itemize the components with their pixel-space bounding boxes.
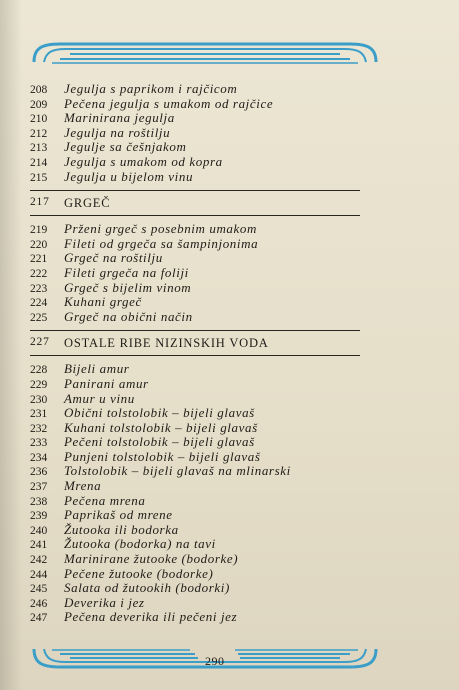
entry-title: Punjeni tolstolobik – bijeli glavaš	[64, 448, 261, 464]
list-item	[30, 508, 370, 523]
entry-number: 214	[30, 156, 48, 169]
entry-title: Grgeč na roštilju	[64, 250, 163, 266]
list-item	[30, 450, 370, 465]
entry-number: 231	[30, 408, 48, 421]
list-item	[30, 126, 370, 141]
list-item	[30, 295, 370, 310]
entry-number: 224	[30, 297, 48, 310]
entry-title: Tolstolobik – bijeli glavaš na mlinarski	[64, 463, 291, 479]
list-item	[30, 111, 370, 126]
list-item	[30, 377, 370, 392]
entry-number: 236	[30, 466, 48, 479]
list-item	[30, 140, 370, 155]
entry-title: Fileti od grgeča sa šampinjonima	[64, 235, 259, 251]
entry-number: 232	[30, 422, 48, 435]
entry-number: 228	[30, 364, 48, 377]
list-item	[30, 97, 370, 112]
entry-number: 219	[30, 224, 48, 237]
entry-title: Salata od žutookih (bodorki)	[64, 580, 230, 596]
section-title: GRGEČ	[64, 196, 111, 211]
entry-title: Fileti grgeča na foliji	[64, 264, 189, 280]
list-item	[30, 421, 370, 436]
entry-title: Jegulja s umakom od kopra	[64, 153, 223, 169]
entry-number: 246	[30, 597, 48, 610]
entry-title: Žutooka ili bodorka	[64, 521, 179, 537]
divider-line	[30, 215, 360, 216]
entry-title: Amur u vinu	[64, 390, 135, 406]
entry-title: Deverika i jez	[64, 594, 145, 610]
entry-number: 240	[30, 524, 48, 537]
top-ornament	[30, 40, 380, 66]
entry-number: 229	[30, 378, 48, 391]
list-item	[30, 392, 370, 407]
list-item	[30, 464, 370, 479]
list-item	[30, 596, 370, 611]
divider-line	[30, 330, 360, 331]
entry-title: Žutooka (bodorka) na tavi	[64, 536, 216, 552]
section-number: 217	[30, 196, 50, 209]
entry-number: 225	[30, 311, 48, 324]
entry-title: Marinirana jegulja	[64, 110, 175, 126]
entry-title: Panirani amur	[64, 375, 149, 391]
entry-title: Pečene žutooke (bodorke)	[64, 565, 214, 581]
divider-line	[30, 190, 360, 191]
list-item	[30, 581, 370, 596]
entry-title: Pečeni tolstolobik – bijeli glavaš	[64, 434, 255, 450]
entry-group-grgec	[30, 222, 370, 324]
section-heading-ostale-ribe	[30, 330, 370, 356]
entry-number: 241	[30, 539, 48, 552]
entry-number: 213	[30, 142, 48, 155]
entry-number: 234	[30, 451, 48, 464]
list-item	[30, 82, 370, 97]
list-item	[30, 567, 370, 582]
list-item	[30, 281, 370, 296]
list-item	[30, 406, 370, 421]
list-item	[30, 537, 370, 552]
list-item	[30, 251, 370, 266]
entry-number: 247	[30, 612, 48, 625]
entry-number: 223	[30, 282, 48, 295]
entry-number: 233	[30, 437, 48, 450]
entry-title: Kuhani grgeč	[64, 294, 142, 310]
entry-group-ostale-ribe	[30, 362, 370, 625]
list-item	[30, 222, 370, 237]
entry-number: 239	[30, 510, 48, 523]
entry-title: Pečena deverika ili pečeni jez	[64, 609, 238, 625]
entry-number: 215	[30, 171, 48, 184]
entry-title: Grgeč s bijelim vinom	[64, 279, 192, 295]
entry-title: Pečena mrena	[64, 492, 146, 508]
page-shadow	[0, 0, 22, 690]
entry-number: 230	[30, 393, 48, 406]
divider-line	[30, 355, 360, 356]
list-item	[30, 310, 370, 325]
entry-title: Marinirane žutooke (bodorke)	[64, 551, 239, 567]
entry-title: Jegulja na roštilju	[64, 124, 171, 140]
entry-number: 210	[30, 113, 48, 126]
entry-number: 221	[30, 253, 48, 266]
entry-title: Jegulje sa češnjakom	[64, 139, 187, 155]
entry-number: 245	[30, 583, 48, 596]
entry-title: Prženi grgeč s posebnim umakom	[64, 221, 257, 237]
entry-title: Jegulja u bijelom vinu	[64, 168, 194, 184]
list-item	[30, 552, 370, 567]
entry-number: 242	[30, 554, 48, 567]
entry-title: Kuhani tolstolobik – bijeli glavaš	[64, 419, 258, 435]
entry-title: Paprikaš od mrene	[64, 507, 173, 523]
table-of-contents	[30, 82, 370, 625]
entry-title: Bijeli amur	[64, 361, 130, 377]
entry-number: 222	[30, 267, 48, 280]
entry-number: 237	[30, 481, 48, 494]
entry-number: 209	[30, 98, 48, 111]
entry-number: 220	[30, 238, 48, 251]
list-item	[30, 494, 370, 509]
section-number: 227	[30, 336, 50, 349]
entry-title: Jegulja s paprikom i rajčicom	[64, 81, 238, 96]
list-item	[30, 170, 370, 185]
entry-title: Grgeč na obični način	[64, 308, 193, 324]
entry-number: 208	[30, 84, 48, 96]
list-item	[30, 523, 370, 538]
entry-title: Pečena jegulja s umakom od rajčice	[64, 95, 274, 111]
list-item	[30, 435, 370, 450]
entry-title: Mrena	[64, 478, 102, 494]
entry-number: 238	[30, 495, 48, 508]
list-item	[30, 266, 370, 281]
entry-number: 212	[30, 127, 48, 140]
page-number: 290	[205, 654, 225, 668]
list-item	[30, 479, 370, 494]
section-title: OSTALE RIBE NIZINSKIH VODA	[64, 336, 269, 351]
entry-title: Obični tolstolobik – bijeli glavaš	[64, 405, 255, 421]
section-heading-grgec	[30, 190, 370, 216]
list-item	[30, 237, 370, 252]
entry-number: 244	[30, 568, 48, 581]
list-item	[30, 155, 370, 170]
list-item	[30, 362, 370, 377]
entry-group-jegulja	[30, 82, 370, 184]
list-item	[30, 610, 370, 625]
